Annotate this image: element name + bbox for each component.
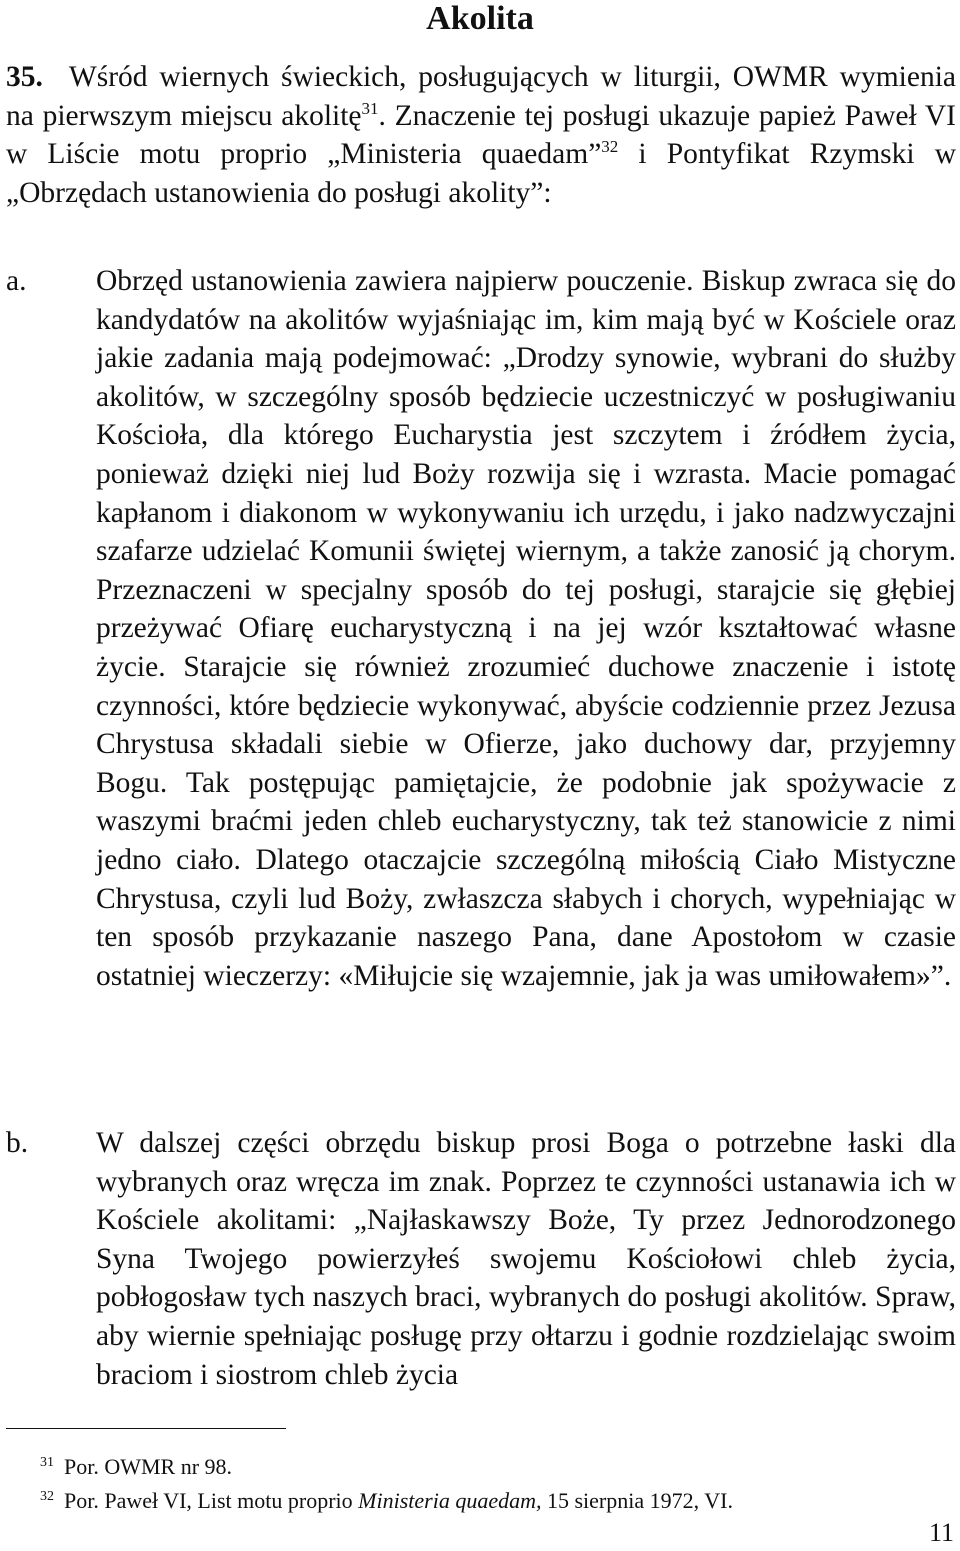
- footnote-number: 31: [40, 1454, 54, 1470]
- list-item-b: [6, 1124, 956, 1394]
- footnote-32: [40, 1488, 733, 1514]
- footnote-document-title: Ministeria quaedam,: [358, 1488, 542, 1513]
- list-marker-a: a.: [6, 265, 27, 297]
- footnote-text-after: 15 sierpnia 1972, VI.: [541, 1488, 733, 1513]
- section-intro-part-1: Wśród wiernych świeckich, posługujących w liturgii, OWMR wymienia na pierwszym miejscu akolitę: [6, 61, 956, 132]
- section-intro-part-3: i Pontyfikat Rzymski w „Obrzędach ustanowienia do posługi akolity”:: [6, 138, 956, 209]
- footnote-text-before: Por. Paweł VI, List motu proprio: [64, 1488, 359, 1513]
- footnote-ref-31[interactable]: 31: [361, 98, 379, 118]
- list-item-a-text: Obrzęd ustanowienia zawiera najpierw pouczenie. Biskup zwraca się do kandydatów na akolitów wyjaśniając im, kim mają być w Kościele oraz jakie zadania mają podejmować: „Drodzy synowie, wybrani do służby akolitów, w szczególny sposób będziecie uczestniczyć w posługiwaniu Kościoła, dla którego Eucharystia jest szczytem i źródłem życia, ponieważ dzięki niej lud Boży rozwija się i wzrasta. Macie pomagać kapłanom i diakonom w wykonywaniu ich urzędu, i jako nadzwyczajni szafarze udzielać Komunii świętej wiernym, a także zanosić ją chorym. Przeznaczeni w specjalny sposób do tej posługi, starajcie się głębiej przeżywać Ofiarę eucharystyczną i na jej wzór kształtować własne życie. Starajcie się również zrozumieć duchowe znaczenie i istotę czynności, które będziecie wykonywać, abyście codziennie przez Jezusa Chrystusa składali siebie w Ofierze, jako duchowy dar, przyjemny Bogu. Tak postępując pamiętajcie, że podobnie jak spożywacie z waszymi braćmi jeden chleb eucharystyczny, tak też stanowicie z nimi jedno ciało. Dlatego otaczajcie szczególną miłością Ciało Mistyczne Chrystusa, czyli lud Boży, zwłaszcza słabych i chorych, wypełniając w ten sposób przykazanie naszego Pana, dane Apostołom w czasie ostatniej wieczerzy: «Miłujcie się wzajemnie, jak ja was umiłowałem»”.: [96, 265, 956, 992]
- footnote-ref-32[interactable]: 32: [601, 137, 619, 157]
- section-intro-part-2: . Znaczenie tej posługi ukazuje papież Paweł VI w Liście motu proprio „Ministeria quaedam”: [6, 99, 957, 170]
- footnote-text: Por. OWMR nr 98.: [64, 1454, 233, 1479]
- list-marker-b: b.: [6, 1127, 29, 1159]
- section-number: 35.: [6, 61, 43, 93]
- footnote-31: [40, 1454, 232, 1480]
- footnote-separator: [6, 1428, 286, 1429]
- list-item-b-text: W dalszej części obrzędu biskup prosi Boga o potrzebne łaski dla wybranych oraz wręcza im znak. Poprzez te czynności ustanawia ich w Kościele akolitami: „Najłaskawszy Boże, Ty przez Jednorodzonego Syna Twojego powierzyłeś swojemu Kościołowi chleb życia, pobłogosław tych naszych braci, wybranych do posługi akolitów. Spraw, aby wiernie spełniając posługę przy ołtarzu i godnie rozdzielając swoim braciom i siostrom chleb życia: [96, 1127, 956, 1391]
- page-title: Akolita: [426, 0, 534, 37]
- list-item-a: [6, 262, 956, 995]
- page-number: 11: [928, 1518, 954, 1547]
- footnote-number: 32: [40, 1488, 54, 1504]
- section-paragraph: [6, 58, 956, 212]
